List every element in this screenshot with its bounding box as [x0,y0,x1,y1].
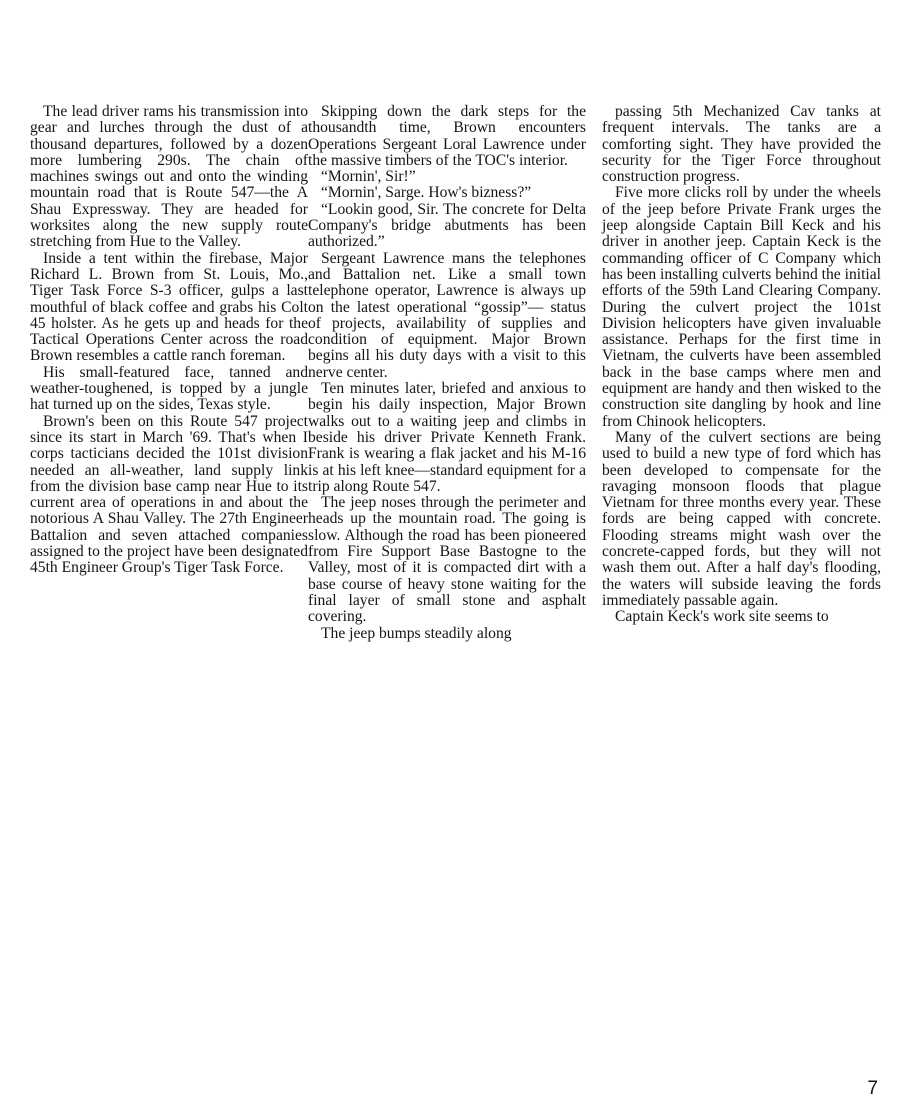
text-column-2 [308,104,586,642]
paragraph: Captain Keck's work site seems to [615,608,829,626]
paragraph: His small-featured face, tanned and weather-toughened, is topped by a jungle hat turned up on the sides, Texas style. [30,363,308,414]
paragraph: Skipping down the dark steps for the thousandth time, Brown encounters Operations Sergeant Loral Lawrence under the massive timbers of the TOC's interior. [308,103,586,169]
paragraph: Ten minutes later, briefed and anxious to begin his daily inspection, Major Brown walks out to a waiting jeep and climbs in beside his driver Private Kenneth Frank. Frank is wearing a flak jacket and his M-16 is at his left knee—standard equipment for a trip along Route 547. [308,380,586,495]
paragraph: The lead driver rams his transmission into gear and lurches through the dust of a thousand departures, followed by a dozen more lumbering 290s. The chain of machines swings out and onto the winding mountain road that is Route 547—the A Shau Expressway. They are headed for worksites along the new supply route stretching from Hue to the Valley. [30,103,308,251]
text-column-3 [602,104,881,626]
paragraph: The jeep noses through the perimeter and heads up the mountain road. The going is slow. Although the road has been pioneered from Fire Support Base Bastogne to the Valley, most of it is compacted dirt with a base course of heavy stone waiting for the final layer of small stone and asphalt covering. [308,494,586,626]
paragraph: “Mornin', Sarge. How's bizness?” [321,184,532,202]
paragraph: Sergeant Lawrence mans the telephones and Battalion net. Like a small town telephone operator, Lawrence is always up on the latest operational “gossip”— status of projects, availability of supplies and condition of equipment. Major Brown begins all his duty days with a visit to this nerve center. [308,249,586,381]
paragraph: Five more clicks roll by under the wheels of the jeep before Private Frank urges the jeep alongside Captain Bill Keck and his driver in another jeep. Captain Keck is the commanding officer of C Company which has been installing culverts behind the initial efforts of the 59th Land Clearing Company. During the culvert project the 101st Division helicopters have given invaluable assistance. Perhaps for the first time in Vietnam, the culverts have been assembled back in the base camps where men and equipment are handy and then wisked to the construction site dangling by hook and line from Chinook helicopters. [602,184,881,430]
paragraph: “Lookin good, Sir. The concrete for Delta Company's bridge abutments has been authorized.” [308,200,586,251]
paragraph: Brown's been on this Route 547 project since its start in March '69. That's when I corps tacticians decided the 101st division needed an all-weather, land supply link from the division base camp near Hue to its current area of operations in and about the notorious A Shau Valley. The 27th Engineer Battalion and seven attached companies assigned to the project have been designated 45th Engineer Group's Tiger Task Force. [30,412,308,577]
paragraph: The jeep bumps steadily along [321,624,512,642]
page-number: 7 [867,1078,878,1099]
paragraph: passing 5th Mechanized Cav tanks at frequent intervals. The tanks are a comforting sight. They have provided the security for the Tiger Force throughout construction progress. [602,103,881,186]
paragraph: “Mornin', Sir!” [321,168,416,186]
paragraph: Many of the culvert sections are being used to build a new type of ford which has been developed to compensate for the ravaging monsoon floods that plague Vietnam for three months every year. These fords are being capped with concrete. Flooding streams might wash over the concrete-capped fords, but they will not wash them out. After a half day's flooding, the waters will subside leaving the fords immediately passable again. [602,428,881,609]
text-column-1 [30,104,308,577]
paragraph: Inside a tent within the firebase, Major Richard L. Brown from St. Louis, Mo., Tiger Task Force S-3 officer, gulps a last mouthful of black coffee and grabs his Colt 45 holster. As he gets up and heads for the Tactical Operations Center across the road Brown resembles a cattle ranch foreman. [30,249,308,365]
